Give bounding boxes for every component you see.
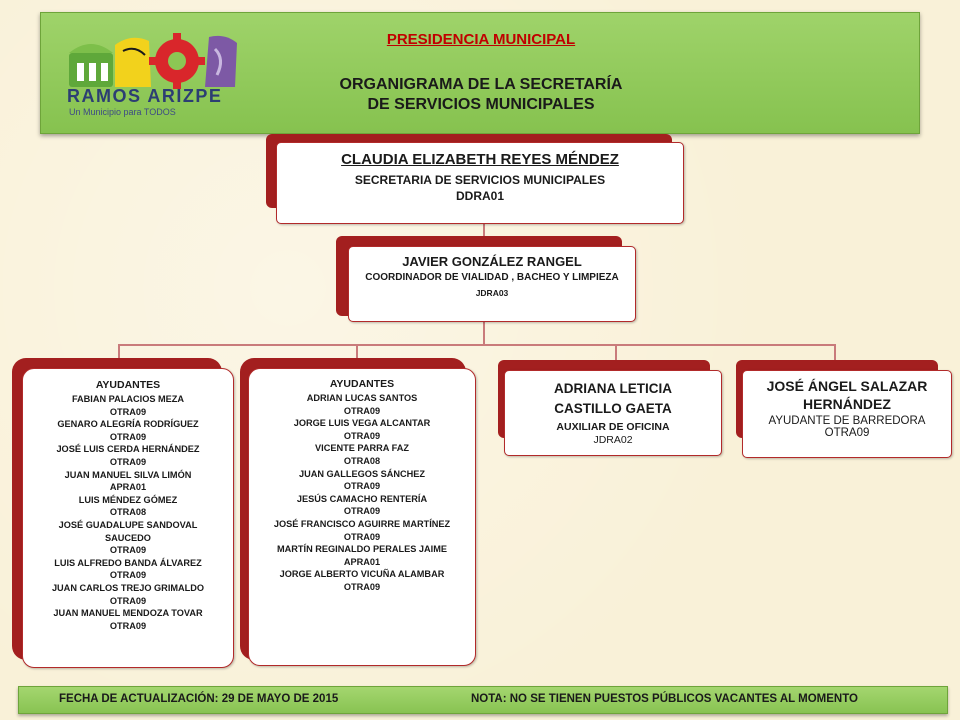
list-item: ADRIAN LUCAS SANTOS	[306, 393, 418, 403]
sweeper-name-line1: JOSÉ ÁNGEL SALAZAR	[766, 378, 928, 394]
logo-name: RAMOS ARIZPE	[67, 86, 223, 106]
list-item: OTRA09	[343, 430, 381, 441]
list-item: OTRA09	[109, 545, 147, 556]
list-item: OTRA09	[343, 581, 381, 592]
list-item: APRA01	[343, 556, 381, 567]
header-title: PRESIDENCIA MUNICIPAL	[386, 31, 576, 48]
list-item: FABIAN PALACIOS MEZA	[71, 394, 185, 404]
list-item: JUAN GALLEGOS SÁNCHEZ	[298, 468, 426, 479]
list-item: JUAN CARLOS TREJO GRIMALDO	[51, 582, 205, 593]
list-item: VICENTE PARRA FAZ	[315, 443, 409, 454]
group1-list	[23, 393, 233, 632]
list-item: LUIS MÉNDEZ GÓMEZ	[78, 494, 178, 505]
list-item: JORGE ALBERTO VICUÑA ALAMBAR	[279, 569, 445, 580]
subtitle-line-1: ORGANIGRAMA DE LA SECRETARÍA	[339, 76, 623, 93]
list-item: OTRA09	[109, 456, 147, 467]
list-item: OTRA09	[343, 405, 381, 416]
footer-bar	[18, 686, 948, 714]
group1-title: AYUDANTES	[95, 379, 161, 391]
assistant-code: JDRA02	[593, 434, 633, 446]
footer-date: FECHA DE ACTUALIZACIÓN: 29 DE MAYO DE 2015	[59, 693, 339, 705]
list-item: JUAN MANUEL SILVA LIMÓN	[64, 469, 192, 480]
list-item: OTRA09	[109, 431, 147, 442]
secretary-code: DDRA01	[455, 189, 504, 203]
assistant-name-line1: ADRIANA LETICIA	[554, 381, 672, 396]
list-item: OTRA09	[343, 481, 381, 492]
list-item: OTRA09	[109, 595, 147, 606]
node-card	[276, 142, 684, 224]
list-item: OTRA09	[109, 570, 147, 581]
list-item: LUIS ALFREDO BANDA ÁLVAREZ	[54, 557, 202, 568]
node-card	[248, 368, 476, 666]
header-subtitle	[281, 75, 681, 115]
list-item: SAUCEDO	[105, 532, 151, 543]
list-item: APRA01	[109, 482, 147, 493]
list-item: OTRA08	[343, 455, 381, 466]
list-item: OTRA09	[109, 406, 147, 417]
list-item: JOSÉ GUADALUPE SANDOVAL	[58, 519, 198, 530]
node-card	[348, 246, 636, 322]
footer-note: NOTA: NO SE TIENEN PUESTOS PÚBLICOS VACANTES AL MOMENTO	[471, 693, 858, 705]
node-card	[504, 370, 722, 456]
connector-horizontal-bus	[118, 344, 836, 346]
list-item: MARTÍN REGINALDO PERALES JAIME	[277, 544, 447, 555]
node-card	[22, 368, 234, 668]
node-card	[742, 370, 952, 458]
secretary-role: SECRETARIA DE SERVICIOS MUNICIPALES	[354, 173, 606, 187]
list-item: OTRA09	[343, 506, 381, 517]
list-item: JUAN MANUEL MENDOZA TOVAR	[53, 608, 203, 619]
assistant-role: AUXILIAR DE OFICINA	[556, 421, 670, 433]
list-item: JESÚS CAMACHO RENTERÍA	[296, 493, 428, 504]
logo-emblem-icon	[65, 31, 245, 91]
group2-list	[249, 392, 475, 594]
sweeper-role: AYUDANTE DE BARREDORA	[768, 415, 926, 427]
list-item: JORGE LUIS VEGA ALCANTAR	[293, 418, 431, 429]
assistant-name-line2: CASTILLO GAETA	[554, 401, 672, 416]
secretary-name: CLAUDIA ELIZABETH REYES MÉNDEZ	[341, 151, 619, 168]
group2-title: AYUDANTES	[329, 378, 395, 390]
coordinator-name: JAVIER GONZÁLEZ RANGEL	[402, 254, 582, 269]
coordinator-role: COORDINADOR DE VIALIDAD , BACHEO Y LIMPIEZA	[365, 272, 619, 283]
list-item: OTRA09	[343, 531, 381, 542]
list-item: OTRA09	[109, 620, 147, 631]
list-item: JOSÉ FRANCISCO AGUIRRE MARTÍNEZ	[273, 518, 451, 529]
logo-tagline: Un Municipio para TODOS	[69, 107, 176, 117]
sweeper-code: OTRA09	[824, 427, 870, 439]
sweeper-name-line2: HERNÁNDEZ	[803, 396, 891, 412]
subtitle-line-2: DE SERVICIOS MUNICIPALES	[367, 96, 595, 113]
coordinator-code: JDRA03	[475, 288, 509, 298]
list-item: GENARO ALEGRÍA RODRÍGUEZ	[57, 419, 199, 430]
connector-coordinator-down	[483, 322, 485, 346]
list-item: OTRA08	[109, 507, 147, 518]
list-item: JOSÉ LUIS CERDA HERNÁNDEZ	[56, 444, 200, 455]
header-banner	[40, 12, 920, 134]
